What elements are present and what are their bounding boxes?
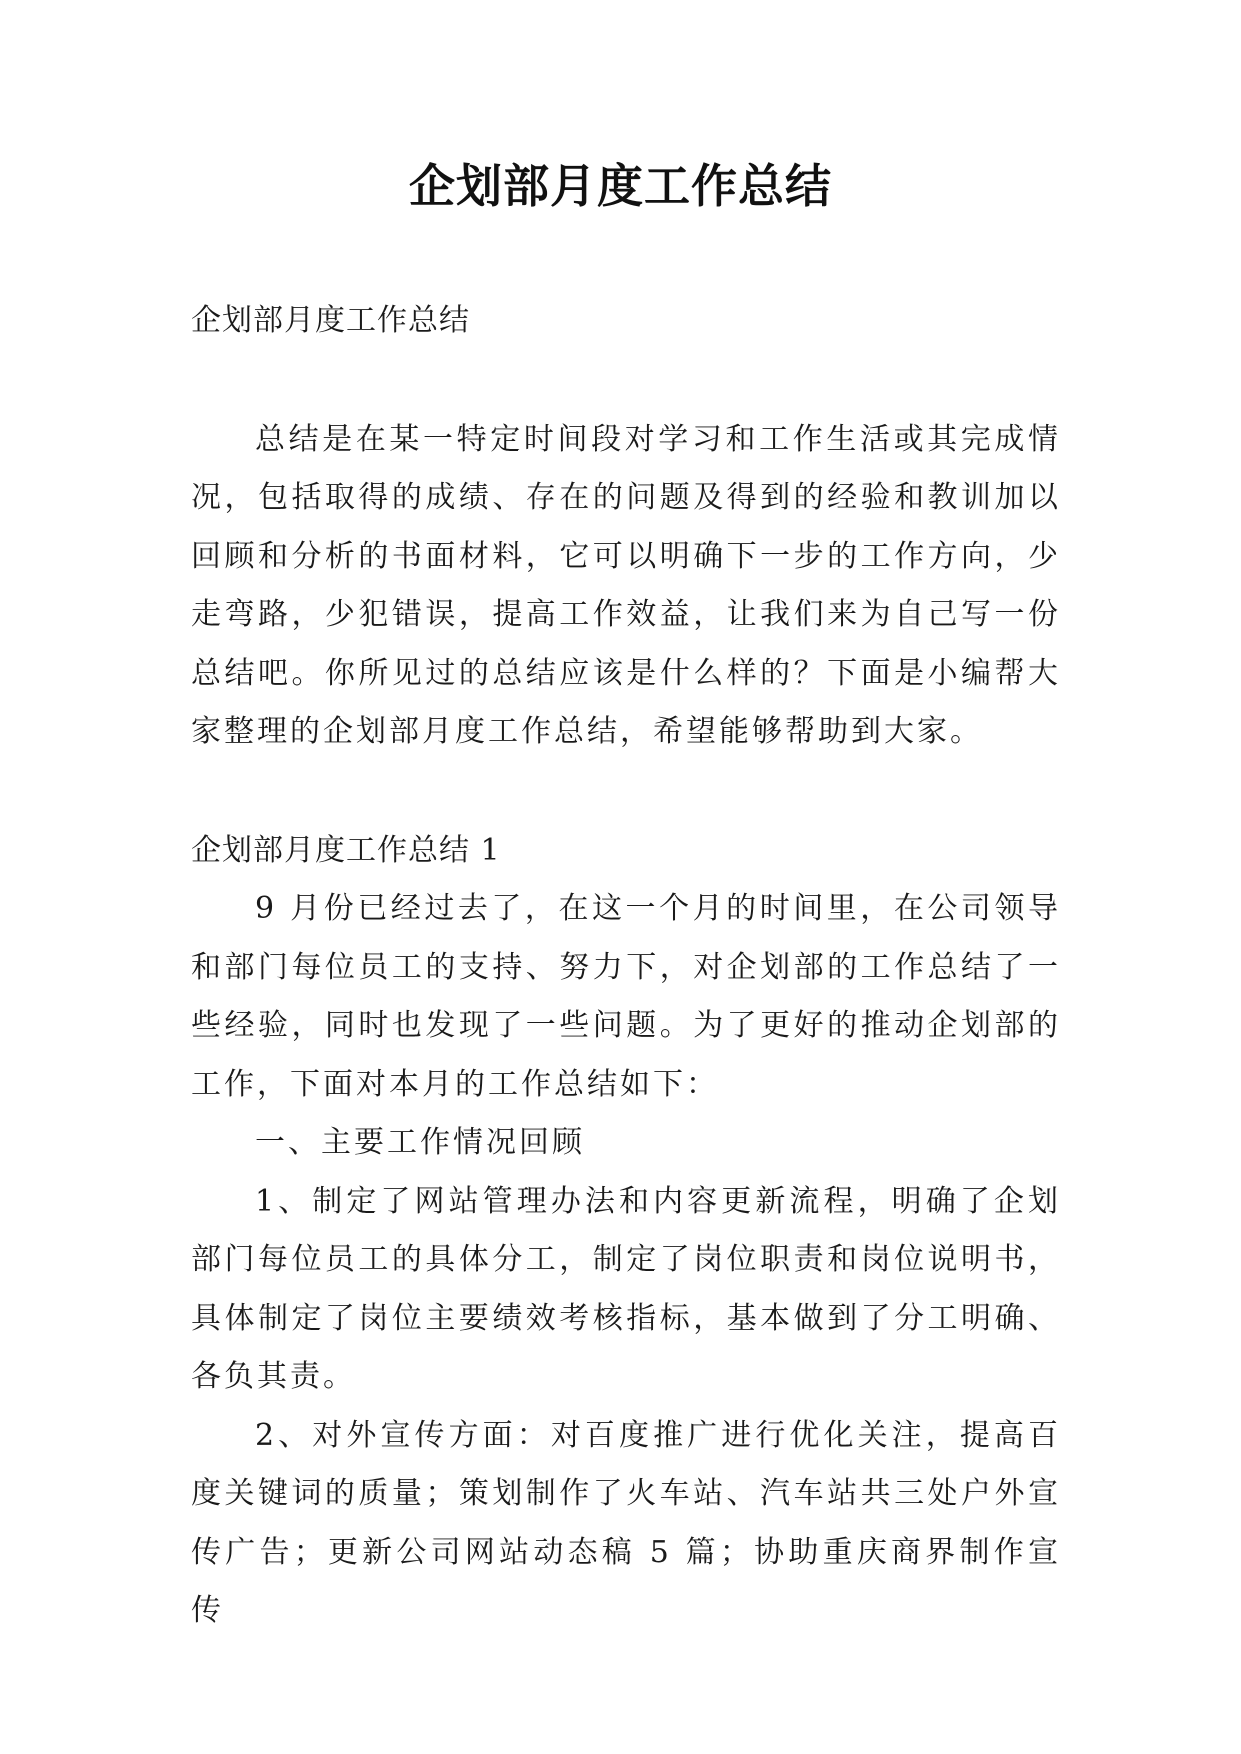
list-item: 1、制定了网站管理办法和内容更新流程，明确了企划部门每位员工的具体分工，制定了岗位职责和岗位说明书，具体制定了岗位主要绩效考核指标，基本做到了分工明确、各负其责。 — [191, 1183, 1061, 1394]
document-subtitle: 企划部月度工作总结 — [191, 303, 470, 338]
document-title: 企划部月度工作总结 — [409, 159, 832, 213]
intro-paragraph: 总结是在某一特定时间段对学习和工作生活或其完成情况，包括取得的成绩、存在的问题及得到的经验和教训加以回顾和分析的书面材料，它可以明确下一步的工作方向，少走弯路，少犯错误，提高工作效益，让我们来为自己写一份总结吧。你所见过的总结应该是什么样的？下面是小编帮大家整理的企划部月度工作总结，希望能够帮助到大家。 — [191, 421, 1061, 749]
item-heading: 一、主要工作情况回顾 — [255, 1125, 585, 1160]
document-body — [191, 292, 1061, 1641]
section-heading: 企划部月度工作总结 1 — [191, 832, 501, 868]
list-item: 2、对外宣传方面：对百度推广进行优化关注，提高百度关键词的质量；策划制作了火车站、汽车站共三处户外宣传广告；更新公司网站动态稿 5 篇；协助重庆商界制作宣传 — [191, 1417, 1061, 1628]
section-paragraph: 9 月份已经过去了，在这一个月的时间里，在公司领导和部门每位员工的支持、努力下，对企划部的工作总结了一些经验，同时也发现了一些问题。为了更好的推动企划部的工作，下面对本月的工作总结如下： — [191, 891, 1061, 1102]
